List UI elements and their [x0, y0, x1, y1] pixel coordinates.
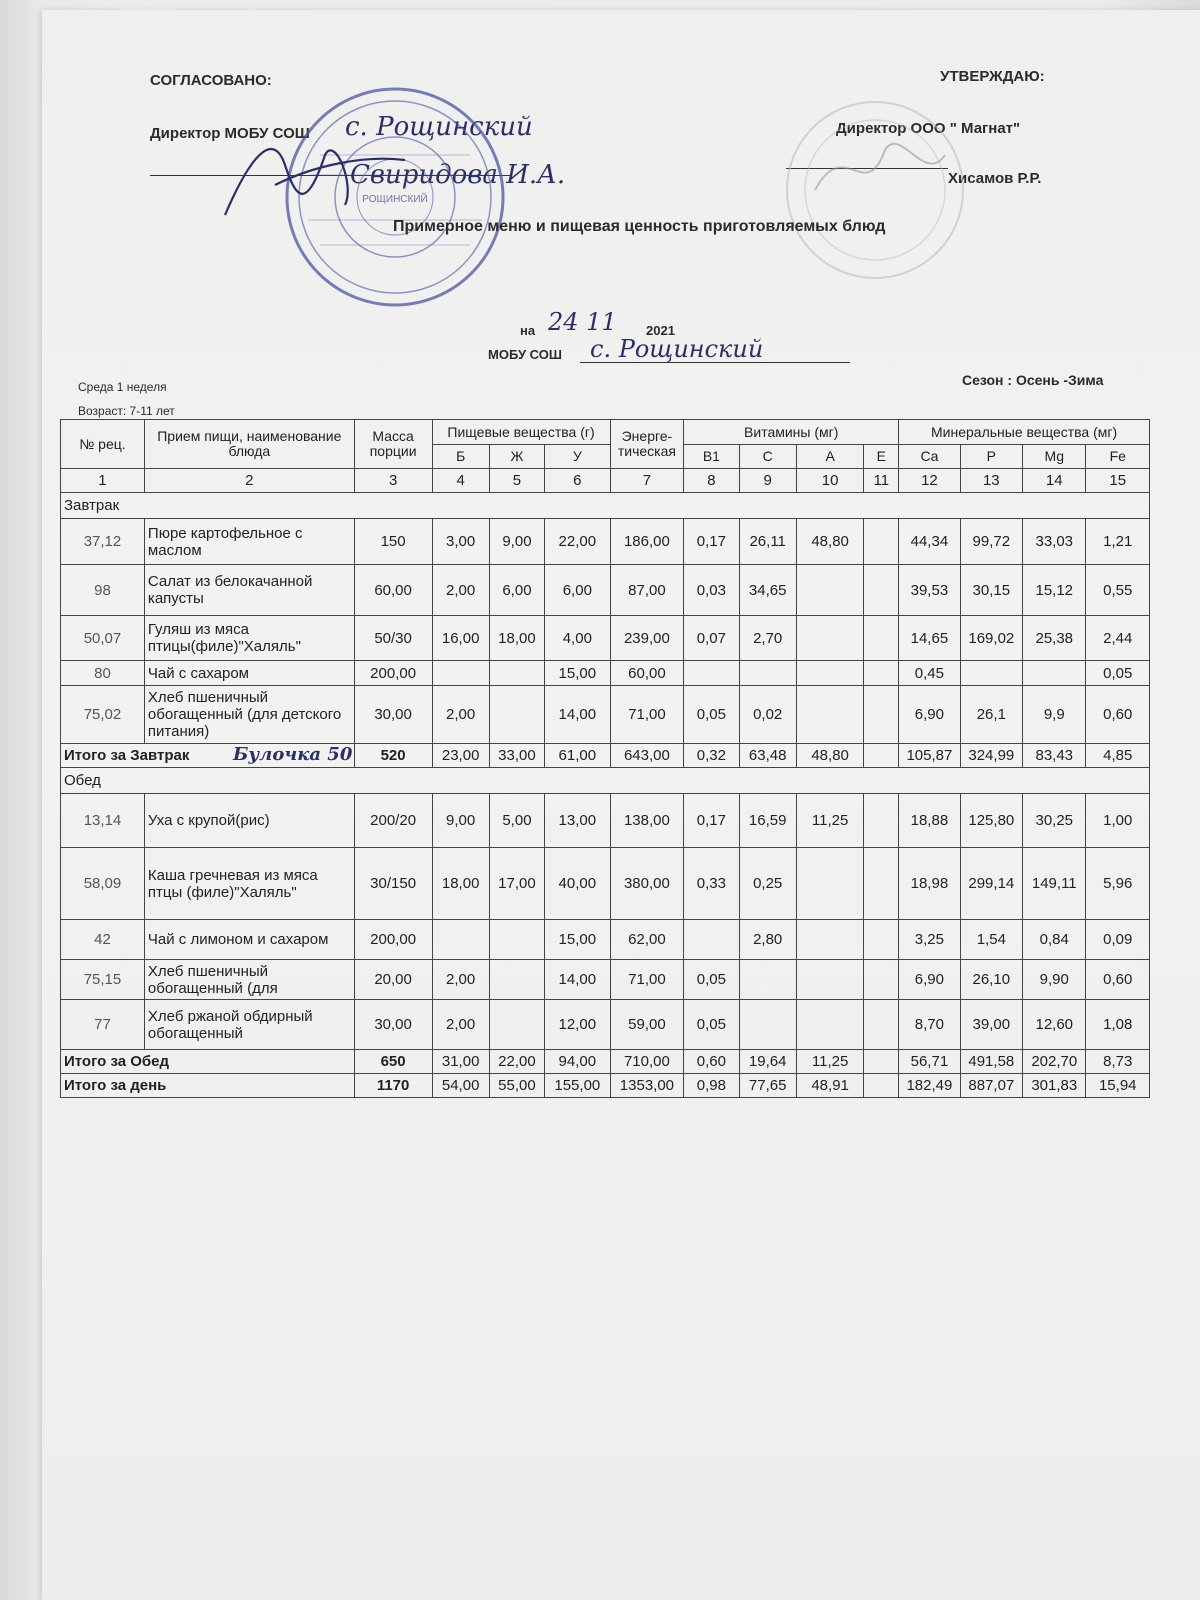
- total-value-cell-b1: 0,60: [684, 1050, 739, 1074]
- mass-cell: 200,00: [354, 920, 432, 960]
- value-cell-energy: 62,00: [610, 920, 684, 960]
- company-director-name: Хисамов Р.Р.: [948, 170, 1042, 187]
- value-cell-fe: 1,08: [1086, 1000, 1150, 1050]
- day-total-value-cell-b1: 0,98: [684, 1074, 739, 1098]
- handwritten-total-note: Булочка 50: [233, 744, 353, 765]
- value-cell-b1: [684, 661, 739, 686]
- dish-name-cell: Салат из белокачанной капусты: [144, 565, 354, 616]
- column-number-cell: 7: [610, 469, 684, 493]
- col-p: P: [960, 445, 1022, 469]
- value-cell-energy: 71,00: [610, 960, 684, 1000]
- value-cell-b1: 0,05: [684, 1000, 739, 1050]
- mass-cell: 50/30: [354, 616, 432, 661]
- value-cell-c: 2,80: [739, 920, 796, 960]
- value-cell-ca: 18,88: [899, 794, 960, 848]
- col-c: С: [739, 445, 796, 469]
- value-cell-c: 0,25: [739, 848, 796, 920]
- value-cell-e: [864, 565, 899, 616]
- value-cell-p: [960, 661, 1022, 686]
- value-cell-mg: 30,25: [1023, 794, 1086, 848]
- value-cell-b: 2,00: [432, 960, 489, 1000]
- mass-cell: 60,00: [354, 565, 432, 616]
- total-label-cell: Итого за Обед: [61, 1050, 355, 1074]
- total-value-cell-energy: 643,00: [610, 744, 684, 768]
- recipe-number-cell: 37,12: [61, 519, 145, 565]
- company-director-label: Директор ООО " Магнат": [836, 120, 1021, 137]
- value-cell-u: 22,00: [545, 519, 611, 565]
- value-cell-p: 39,00: [960, 1000, 1022, 1050]
- value-cell-zh: [489, 920, 544, 960]
- value-cell-e: [864, 960, 899, 1000]
- col-carbs: У: [545, 445, 611, 469]
- col-mg: Mg: [1023, 445, 1086, 469]
- value-cell-ca: 14,65: [899, 616, 960, 661]
- dish-name-cell: Чай с лимоном и сахаром: [144, 920, 354, 960]
- value-cell-b: 3,00: [432, 519, 489, 565]
- day-total-value-cell-energy: 1353,00: [610, 1074, 684, 1098]
- recipe-number-cell: 75,02: [61, 686, 145, 744]
- dish-name-cell: Хлеб ржаной обдирный обогащенный: [144, 1000, 354, 1050]
- mass-cell: 200,00: [354, 661, 432, 686]
- column-numbers-row: [61, 469, 1150, 493]
- section-title: Обед: [61, 768, 1150, 794]
- value-cell-ca: 6,90: [899, 960, 960, 1000]
- column-number-cell: 11: [864, 469, 899, 493]
- value-cell-b1: 0,33: [684, 848, 739, 920]
- stamp-center-text: РОЩИНСКИЙ: [362, 194, 428, 205]
- table-row: [61, 848, 1150, 920]
- table-row: [61, 960, 1150, 1000]
- total-mass-cell: 650: [354, 1050, 432, 1074]
- value-cell-c: 26,11: [739, 519, 796, 565]
- value-cell-b1: 0,17: [684, 794, 739, 848]
- column-number-cell: 10: [796, 469, 864, 493]
- total-value-cell-u: 94,00: [545, 1050, 611, 1074]
- day-total-value-cell-p: 887,07: [960, 1074, 1022, 1098]
- section-total-row: [61, 1050, 1150, 1074]
- value-cell-c: [739, 960, 796, 1000]
- dish-name-cell: Каша гречневая из мяса птцы (филе)"Халяль": [144, 848, 354, 920]
- value-cell-p: 26,10: [960, 960, 1022, 1000]
- recipe-number-cell: 13,14: [61, 794, 145, 848]
- day-total-value-cell-b: 54,00: [432, 1074, 489, 1098]
- value-cell-u: 14,00: [545, 686, 611, 744]
- menu-table: [60, 419, 1150, 1098]
- value-cell-u: 13,00: [545, 794, 611, 848]
- col-meal-name: Прием пищи, наименование блюда: [144, 420, 354, 469]
- date-year: 2021: [646, 323, 675, 338]
- col-fat: Ж: [489, 445, 544, 469]
- value-cell-fe: 0,05: [1086, 661, 1150, 686]
- value-cell-mg: 0,84: [1023, 920, 1086, 960]
- value-cell-b: 9,00: [432, 794, 489, 848]
- dish-name-cell: Пюре картофельное с маслом: [144, 519, 354, 565]
- col-b1: В1: [684, 445, 739, 469]
- approved-label: УТВЕРЖДАЮ:: [940, 68, 1045, 85]
- col-portion-mass: Масса порции: [354, 420, 432, 469]
- value-cell-p: 169,02: [960, 616, 1022, 661]
- mass-cell: 30,00: [354, 686, 432, 744]
- weekday-label: Среда 1 неделя: [78, 380, 167, 394]
- recipe-number-cell: 50,07: [61, 616, 145, 661]
- value-cell-a: [796, 1000, 864, 1050]
- column-number-cell: 14: [1023, 469, 1086, 493]
- total-value-cell-c: 63,48: [739, 744, 796, 768]
- column-number-cell: 5: [489, 469, 544, 493]
- value-cell-b1: 0,03: [684, 565, 739, 616]
- agreed-label: СОГЛАСОВАНО:: [150, 72, 272, 89]
- day-total-value-cell-a: 48,91: [796, 1074, 864, 1098]
- mass-cell: 200/20: [354, 794, 432, 848]
- day-total-value-cell-e: [864, 1074, 899, 1098]
- value-cell-p: 99,72: [960, 519, 1022, 565]
- value-cell-mg: 25,38: [1023, 616, 1086, 661]
- mass-cell: 30/150: [354, 848, 432, 920]
- total-value-cell-a: 11,25: [796, 1050, 864, 1074]
- total-value-cell-b: 31,00: [432, 1050, 489, 1074]
- value-cell-u: 14,00: [545, 960, 611, 1000]
- value-cell-p: 1,54: [960, 920, 1022, 960]
- value-cell-e: [864, 519, 899, 565]
- col-recipe-no: № рец.: [61, 420, 145, 469]
- value-cell-p: 125,80: [960, 794, 1022, 848]
- value-cell-p: 299,14: [960, 848, 1022, 920]
- total-value-cell-mg: 83,43: [1023, 744, 1086, 768]
- school-label: МОБУ СОШ: [488, 347, 562, 362]
- recipe-number-cell: 42: [61, 920, 145, 960]
- value-cell-fe: 0,09: [1086, 920, 1150, 960]
- table-row: [61, 794, 1150, 848]
- total-value-cell-mg: 202,70: [1023, 1050, 1086, 1074]
- value-cell-b1: 0,17: [684, 519, 739, 565]
- handwritten-school-name: с. Рощинский: [345, 112, 533, 142]
- value-cell-a: 11,25: [796, 794, 864, 848]
- value-cell-mg: [1023, 661, 1086, 686]
- value-cell-p: 26,1: [960, 686, 1022, 744]
- value-cell-a: [796, 960, 864, 1000]
- value-cell-zh: 5,00: [489, 794, 544, 848]
- season-label: Сезон : Осень -Зима: [962, 372, 1104, 388]
- value-cell-e: [864, 661, 899, 686]
- column-number-cell: 6: [545, 469, 611, 493]
- day-total-mass-cell: 1170: [354, 1074, 432, 1098]
- total-value-cell-u: 61,00: [545, 744, 611, 768]
- dish-name-cell: Уха с крупой(рис): [144, 794, 354, 848]
- value-cell-u: 40,00: [545, 848, 611, 920]
- total-value-cell-a: 48,80: [796, 744, 864, 768]
- day-total-value-cell-c: 77,65: [739, 1074, 796, 1098]
- value-cell-c: 34,65: [739, 565, 796, 616]
- recipe-number-cell: 98: [61, 565, 145, 616]
- value-cell-e: [864, 920, 899, 960]
- col-group-vitamins: Витамины (мг): [684, 420, 899, 445]
- value-cell-fe: 0,60: [1086, 960, 1150, 1000]
- value-cell-ca: 6,90: [899, 686, 960, 744]
- column-number-cell: 4: [432, 469, 489, 493]
- value-cell-e: [864, 1000, 899, 1050]
- value-cell-c: [739, 1000, 796, 1050]
- value-cell-zh: 6,00: [489, 565, 544, 616]
- age-label: Возраст: 7-11 лет: [78, 404, 175, 418]
- total-value-cell-fe: 8,73: [1086, 1050, 1150, 1074]
- column-number-cell: 9: [739, 469, 796, 493]
- day-total-value-cell-mg: 301,83: [1023, 1074, 1086, 1098]
- value-cell-fe: 2,44: [1086, 616, 1150, 661]
- value-cell-b: 2,00: [432, 1000, 489, 1050]
- value-cell-zh: [489, 686, 544, 744]
- value-cell-mg: 33,03: [1023, 519, 1086, 565]
- value-cell-fe: 5,96: [1086, 848, 1150, 920]
- dish-name-cell: Чай с сахаром: [144, 661, 354, 686]
- total-value-cell-b: 23,00: [432, 744, 489, 768]
- value-cell-c: 0,02: [739, 686, 796, 744]
- value-cell-ca: 3,25: [899, 920, 960, 960]
- value-cell-fe: 0,55: [1086, 565, 1150, 616]
- value-cell-energy: 138,00: [610, 794, 684, 848]
- total-label-cell: Итого за Завтрак Булочка 50: [61, 744, 355, 768]
- value-cell-b: 2,00: [432, 565, 489, 616]
- value-cell-c: [739, 661, 796, 686]
- value-cell-b1: 0,05: [684, 960, 739, 1000]
- value-cell-fe: 1,00: [1086, 794, 1150, 848]
- value-cell-b: [432, 920, 489, 960]
- value-cell-b: 2,00: [432, 686, 489, 744]
- dish-name-cell: Гуляш из мяса птицы(филе)"Халяль": [144, 616, 354, 661]
- table-row: [61, 616, 1150, 661]
- value-cell-a: [796, 848, 864, 920]
- recipe-number-cell: 75,15: [61, 960, 145, 1000]
- column-number-cell: 8: [684, 469, 739, 493]
- table-row: [61, 1000, 1150, 1050]
- value-cell-e: [864, 616, 899, 661]
- value-cell-mg: 9,9: [1023, 686, 1086, 744]
- column-number-cell: 12: [899, 469, 960, 493]
- day-total-value-cell-ca: 182,49: [899, 1074, 960, 1098]
- value-cell-b1: 0,07: [684, 616, 739, 661]
- value-cell-b: 18,00: [432, 848, 489, 920]
- column-number-cell: 1: [61, 469, 145, 493]
- total-value-cell-zh: 33,00: [489, 744, 544, 768]
- day-total-label-cell: Итого за день: [61, 1074, 355, 1098]
- value-cell-zh: [489, 960, 544, 1000]
- value-cell-ca: 18,98: [899, 848, 960, 920]
- col-ca: Ca: [899, 445, 960, 469]
- handwritten-school-name-2: с. Рощинский: [590, 335, 764, 363]
- value-cell-zh: [489, 1000, 544, 1050]
- value-cell-a: [796, 616, 864, 661]
- value-cell-energy: 186,00: [610, 519, 684, 565]
- value-cell-a: [796, 920, 864, 960]
- value-cell-ca: 8,70: [899, 1000, 960, 1050]
- col-a: А: [796, 445, 864, 469]
- value-cell-u: 4,00: [545, 616, 611, 661]
- table-row: [61, 661, 1150, 686]
- section-total-row: [61, 744, 1150, 768]
- value-cell-c: 16,59: [739, 794, 796, 848]
- menu-table-body: [61, 469, 1150, 1098]
- value-cell-energy: 380,00: [610, 848, 684, 920]
- value-cell-e: [864, 848, 899, 920]
- value-cell-b: [432, 661, 489, 686]
- dish-name-cell: Хлеб пшеничный обогащенный (для детского питания): [144, 686, 354, 744]
- section-row: [61, 768, 1150, 794]
- value-cell-a: [796, 686, 864, 744]
- value-cell-b: 16,00: [432, 616, 489, 661]
- value-cell-u: 15,00: [545, 661, 611, 686]
- total-value-cell-c: 19,64: [739, 1050, 796, 1074]
- value-cell-mg: 12,60: [1023, 1000, 1086, 1050]
- value-cell-energy: 87,00: [610, 565, 684, 616]
- value-cell-e: [864, 686, 899, 744]
- recipe-number-cell: 77: [61, 1000, 145, 1050]
- mass-cell: 150: [354, 519, 432, 565]
- value-cell-energy: 71,00: [610, 686, 684, 744]
- value-cell-fe: 0,60: [1086, 686, 1150, 744]
- total-mass-cell: 520: [354, 744, 432, 768]
- table-row: [61, 920, 1150, 960]
- day-total-value-cell-fe: 15,94: [1086, 1074, 1150, 1098]
- value-cell-b1: 0,05: [684, 686, 739, 744]
- table-row: [61, 565, 1150, 616]
- day-total-value-cell-u: 155,00: [545, 1074, 611, 1098]
- total-value-cell-ca: 105,87: [899, 744, 960, 768]
- total-value-cell-energy: 710,00: [610, 1050, 684, 1074]
- total-value-cell-p: 491,58: [960, 1050, 1022, 1074]
- total-value-cell-e: [864, 1050, 899, 1074]
- value-cell-energy: 59,00: [610, 1000, 684, 1050]
- school-director-signature: [215, 125, 415, 225]
- recipe-number-cell: 80: [61, 661, 145, 686]
- value-cell-mg: 149,11: [1023, 848, 1086, 920]
- value-cell-c: 2,70: [739, 616, 796, 661]
- column-number-cell: 15: [1086, 469, 1150, 493]
- value-cell-mg: 15,12: [1023, 565, 1086, 616]
- value-cell-zh: 18,00: [489, 616, 544, 661]
- value-cell-ca: 44,34: [899, 519, 960, 565]
- value-cell-zh: [489, 661, 544, 686]
- day-total-row: [61, 1074, 1150, 1098]
- value-cell-p: 30,15: [960, 565, 1022, 616]
- value-cell-a: [796, 661, 864, 686]
- total-value-cell-e: [864, 744, 899, 768]
- value-cell-b1: [684, 920, 739, 960]
- section-title: Завтрак: [61, 493, 1150, 519]
- total-value-cell-ca: 56,71: [899, 1050, 960, 1074]
- mass-cell: 20,00: [354, 960, 432, 1000]
- table-row: [61, 519, 1150, 565]
- table-row: [61, 686, 1150, 744]
- col-energy: Энерге-тическая: [610, 420, 684, 469]
- date-prefix: на: [520, 323, 536, 338]
- day-total-value-cell-zh: 55,00: [489, 1074, 544, 1098]
- value-cell-energy: 239,00: [610, 616, 684, 661]
- total-value-cell-fe: 4,85: [1086, 744, 1150, 768]
- col-e: Е: [864, 445, 899, 469]
- handwritten-director-name: Свиридова И.А.: [350, 160, 566, 190]
- handwritten-date: 24 11: [548, 308, 617, 336]
- document-title: Примерное меню и пищевая ценность приготовляемых блюд: [393, 218, 886, 235]
- column-number-cell: 3: [354, 469, 432, 493]
- dish-name-cell: Хлеб пшеничный обогащенный (для: [144, 960, 354, 1000]
- total-value-cell-zh: 22,00: [489, 1050, 544, 1074]
- company-stamp: [775, 95, 985, 285]
- total-value-cell-b1: 0,32: [684, 744, 739, 768]
- recipe-number-cell: 58,09: [61, 848, 145, 920]
- value-cell-a: [796, 565, 864, 616]
- value-cell-ca: 39,53: [899, 565, 960, 616]
- total-value-cell-p: 324,99: [960, 744, 1022, 768]
- value-cell-u: 6,00: [545, 565, 611, 616]
- col-group-nutrients: Пищевые вещества (г): [432, 420, 610, 445]
- value-cell-ca: 0,45: [899, 661, 960, 686]
- value-cell-u: 12,00: [545, 1000, 611, 1050]
- mass-cell: 30,00: [354, 1000, 432, 1050]
- value-cell-a: 48,80: [796, 519, 864, 565]
- school-director-label: Директор МОБУ СОШ: [150, 125, 310, 142]
- value-cell-fe: 1,21: [1086, 519, 1150, 565]
- column-number-cell: 2: [144, 469, 354, 493]
- col-fe: Fe: [1086, 445, 1150, 469]
- value-cell-zh: 9,00: [489, 519, 544, 565]
- value-cell-mg: 9,90: [1023, 960, 1086, 1000]
- value-cell-zh: 17,00: [489, 848, 544, 920]
- col-protein: Б: [432, 445, 489, 469]
- col-group-minerals: Минеральные вещества (мг): [899, 420, 1150, 445]
- section-row: [61, 493, 1150, 519]
- value-cell-e: [864, 794, 899, 848]
- value-cell-u: 15,00: [545, 920, 611, 960]
- value-cell-energy: 60,00: [610, 661, 684, 686]
- column-number-cell: 13: [960, 469, 1022, 493]
